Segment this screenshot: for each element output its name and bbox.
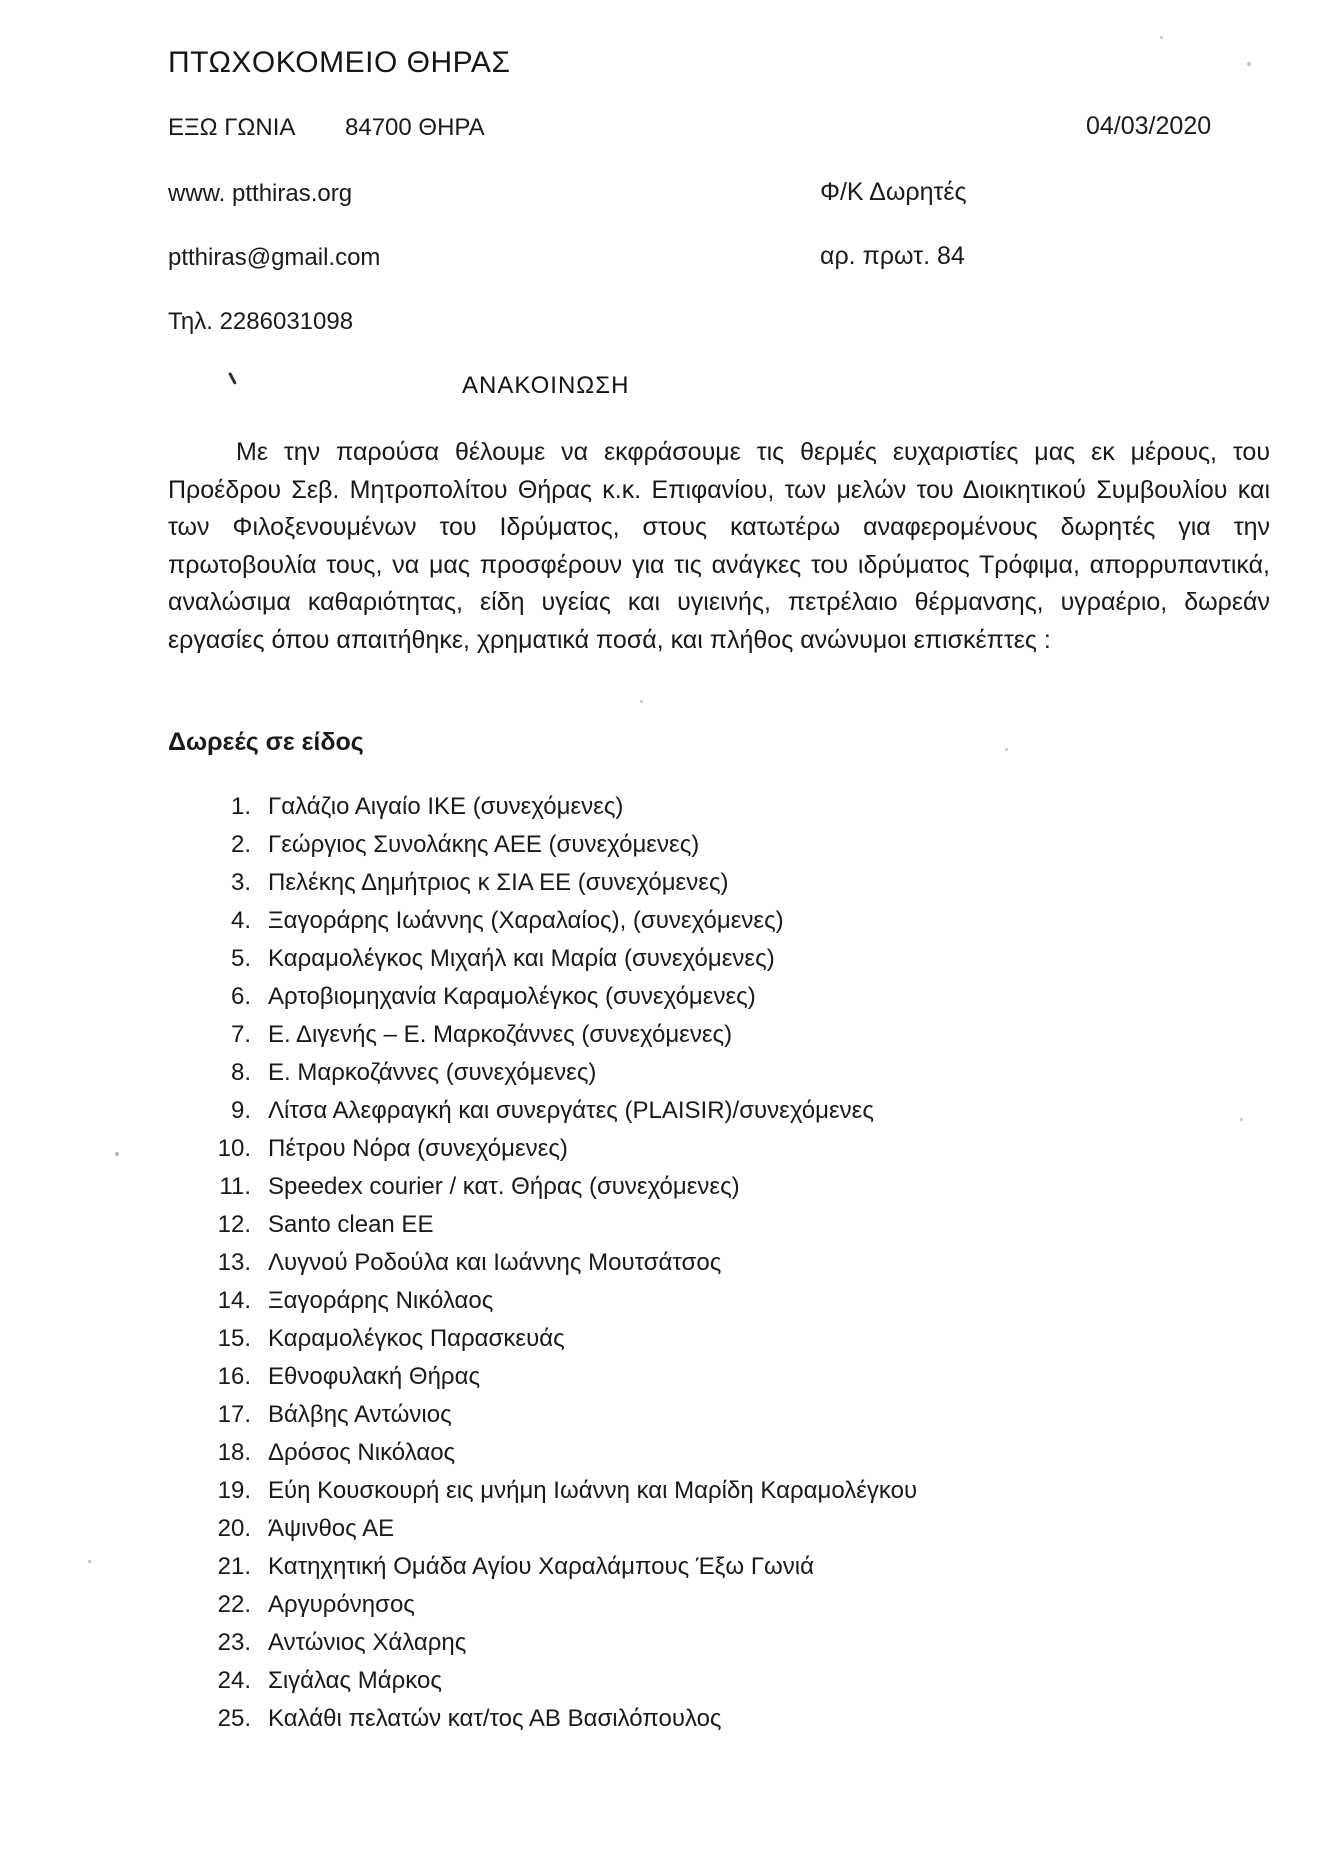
donor-number: 15. (217, 1325, 251, 1352)
donor-number: 18. (217, 1439, 251, 1466)
donor-name: Εύη Κουσκουρή εις μνήμη Ιωάννη και Μαρίδη Καραμολέγκου (268, 1477, 918, 1504)
website-text: www. ptthiras.org (168, 180, 353, 207)
donor-list-item (205, 864, 917, 902)
scan-speck (1240, 1118, 1243, 1121)
donor-list-item (205, 1510, 917, 1548)
donor-number: 21. (217, 1553, 251, 1580)
location-text: ΕΞΩ ΓΩΝΙΑ (168, 114, 296, 141)
donor-name: Καραμολέγκος Μιχαήλ και Μαρία (συνεχόμενες) (268, 945, 775, 972)
protocol-number-text: αρ. πρωτ. 84 (820, 242, 965, 270)
donor-name: Ξαγοράρης Ιωάννης (Χαραλαίος), (συνεχόμενες) (268, 907, 784, 934)
donor-number: 17. (217, 1401, 251, 1428)
scan-artifact-mark (228, 372, 236, 385)
donor-list-item (205, 940, 917, 978)
donor-list (205, 788, 917, 1738)
scan-speck (115, 1152, 119, 1156)
donor-name: Δρόσος Νικόλαος (268, 1439, 456, 1466)
donor-name: Γεώργιος Συνολάκης ΑΕΕ (συνεχόμενες) (268, 831, 700, 858)
donor-name: Γαλάζιο Αιγαίο ΙΚΕ (συνεχόμενες) (268, 793, 624, 820)
donor-name: Κατηχητική Ομάδα Αγίου Χαραλάμπους Έξω Γωνιά (268, 1553, 814, 1580)
scan-speck (1005, 748, 1008, 751)
donor-number: 16. (217, 1363, 251, 1390)
donor-list-item (205, 902, 917, 940)
donor-name: Εθνοφυλακή Θήρας (268, 1363, 481, 1390)
donor-list-item (205, 1700, 917, 1738)
body-paragraph: Με την παρούσα θέλουμε να εκφράσουμε τις θερμές ευχαριστίες μας εκ μέρους, του Προέδρου Σεβ. Μητροπολίτου Θήρας κ.κ. Επιφανίου, των μελών του Διοικητικού Συμβουλίου και των Φιλοξενουμένων του Ιδρύματος, στους κατωτέρω αναφερομένους δωρητές για την πρωτοβουλία τους, να μας προσφέρουν για τις ανάγκες του ιδρύματος Τρόφιμα, απορρυπαντικά, αναλώσιμα καθαριότητας, είδη υγείας και υγιεινής, πετρέλαιο θέρμανσης, υγραέριο, δωρεάν εργασίες όπου απαιτήθηκε, χρηματικά ποσά, και πλήθος ανώνυμοι επισκέπτες : (168, 438, 1270, 654)
donor-number: 5. (230, 945, 251, 972)
donor-number: 7. (230, 1021, 251, 1048)
donor-name: Λίτσα Αλεφραγκή και συνεργάτες (PLAISIR)/συνεχόμενες (268, 1097, 874, 1124)
file-reference-text: Φ/Κ Δωρητές (820, 178, 967, 206)
donor-name: Καραμολέγκος Παρασκευάς (268, 1325, 565, 1352)
donor-list-item (205, 788, 917, 826)
donor-number: 6. (230, 983, 251, 1010)
donor-list-item (205, 1244, 917, 1282)
donor-list-item (205, 1586, 917, 1624)
donor-number: 25. (217, 1705, 251, 1732)
donor-number: 14. (217, 1287, 251, 1314)
donor-list-item (205, 1206, 917, 1244)
donor-name: Σιγάλας Μάρκος (268, 1667, 442, 1694)
donor-list-item (205, 978, 917, 1016)
donor-name: Santo clean ΕΕ (268, 1211, 434, 1238)
donor-number: 12. (217, 1211, 251, 1238)
donor-number: 24. (217, 1667, 251, 1694)
donor-name: Ε. Μαρκοζάννες (συνεχόμενες) (268, 1059, 597, 1086)
donor-name: Πέτρου Νόρα (συνεχόμενες) (268, 1135, 568, 1162)
announcement-title: ΑΝΑΚΟΙΝΩΣΗ (462, 372, 630, 399)
donor-list-item (205, 1358, 917, 1396)
donor-list-item (205, 1662, 917, 1700)
donor-list-item (205, 1016, 917, 1054)
donor-name: Λυγνού Ροδούλα και Ιωάννης Μουτσάτσος (268, 1249, 722, 1276)
donor-list-item (205, 1548, 917, 1586)
donor-list-item (205, 1092, 917, 1130)
donor-list-item (205, 1054, 917, 1092)
donor-name: Αργυρόνησος (268, 1591, 415, 1618)
donor-name: Πελέκης Δημήτριος κ ΣΙΑ ΕΕ (συνεχόμενες) (268, 869, 729, 896)
donor-name: Άψινθος ΑΕ (268, 1515, 395, 1542)
donor-number: 4. (230, 907, 251, 934)
donor-name: Speedex courier / κατ. Θήρας (συνεχόμενες) (268, 1173, 740, 1200)
donor-list-item (205, 1130, 917, 1168)
donor-list-item (205, 1472, 917, 1510)
donor-number: 19. (217, 1477, 251, 1504)
donor-number: 20. (217, 1515, 251, 1542)
donor-number: 10. (217, 1135, 251, 1162)
donor-number: 13. (217, 1249, 251, 1276)
scan-speck (640, 700, 643, 703)
donations-list-heading: Δωρεές σε είδος (168, 728, 364, 756)
donor-number: 23. (217, 1629, 251, 1656)
donor-name: Βάλβης Αντώνιος (268, 1401, 452, 1428)
donor-list-item (205, 1282, 917, 1320)
donor-number: 11. (219, 1173, 251, 1200)
donor-name: Αρτοβιομηχανία Καραμολέγκος (συνεχόμενες) (268, 983, 756, 1010)
donor-number: 9. (230, 1097, 251, 1124)
donor-list-item (205, 1396, 917, 1434)
organization-name: ΠΤΩΧΟΚΟΜΕΙΟ ΘΗΡΑΣ (168, 46, 511, 79)
donor-number: 3. (230, 869, 251, 896)
donor-list-item (205, 1434, 917, 1472)
scan-speck (1247, 62, 1251, 66)
donor-name: Ξαγοράρης Νικόλαος (268, 1287, 494, 1314)
donor-list-item (205, 1168, 917, 1206)
donor-name: Αντώνιος Χάλαρης (268, 1629, 467, 1656)
donor-name: Καλάθι πελατών κατ/τος ΑΒ Βασιλόπουλος (268, 1705, 722, 1732)
donor-list-item (205, 1320, 917, 1358)
donor-list-item (205, 826, 917, 864)
letter-date: 04/03/2020 (1086, 112, 1212, 140)
postal-code-text: 84700 ΘΗΡΑ (345, 114, 485, 141)
donor-name: Ε. Διγενής – Ε. Μαρκοζάννες (συνεχόμενες) (268, 1021, 733, 1048)
donor-number: 1. (230, 793, 251, 820)
donor-number: 22. (217, 1591, 251, 1618)
donor-list-item (205, 1624, 917, 1662)
scan-speck (1160, 36, 1163, 39)
scan-speck (88, 1560, 91, 1563)
phone-text: Τηλ. 2286031098 (168, 308, 354, 335)
email-text: ptthiras@gmail.com (168, 244, 381, 271)
donor-number: 2. (230, 831, 251, 858)
donor-number: 8. (230, 1059, 251, 1086)
